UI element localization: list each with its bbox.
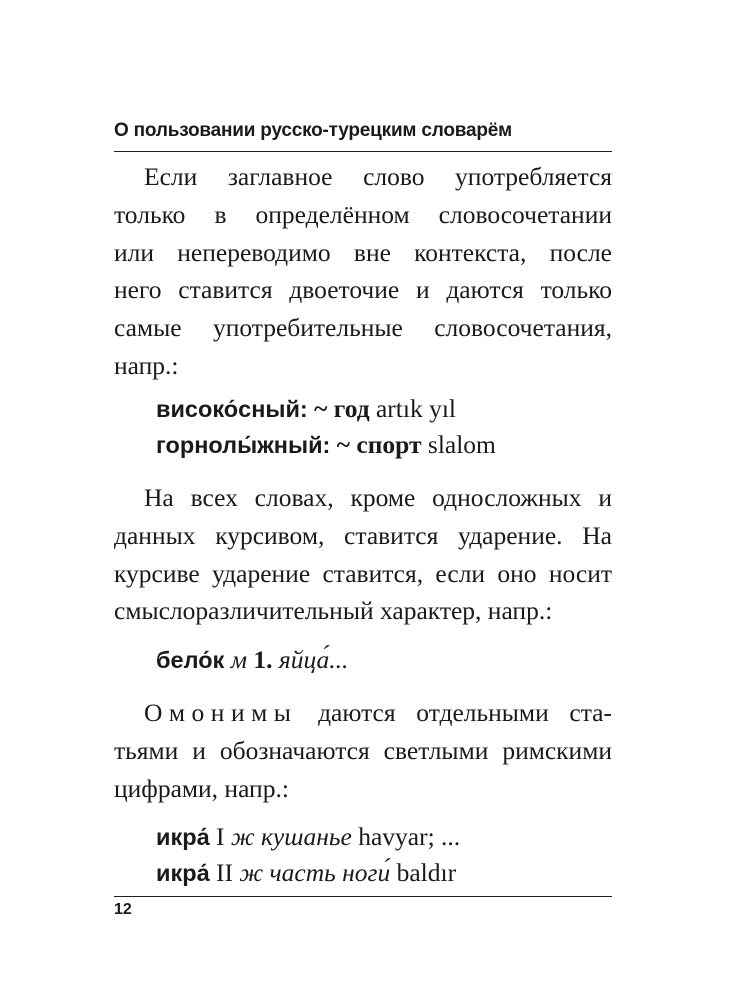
paragraph-line: курсиве ударение ставится, если оно носит xyxy=(114,558,612,588)
paragraph-line: тьями и обозначаются светлыми римскими xyxy=(114,735,612,765)
paragraph-line: Омонимы даются отдельными ста- xyxy=(144,698,612,727)
header-rule xyxy=(114,151,612,152)
headword: високо́сный: xyxy=(156,396,308,422)
grammar-note: ж кушанье xyxy=(230,822,352,851)
gender-label: м xyxy=(230,645,247,674)
paragraph-line: Если заглавное слово употребляется xyxy=(144,162,612,191)
paragraph-line: только в определённом словосочетании xyxy=(114,199,612,229)
sense-number: 1. xyxy=(253,645,273,674)
headword: икра́ xyxy=(156,824,210,850)
example-entry xyxy=(156,394,456,424)
translation: artık yıl xyxy=(375,394,457,423)
paragraph-line: цифрами, напр.: xyxy=(114,773,289,803)
translation: slalom xyxy=(427,430,496,459)
example-entry xyxy=(156,430,496,460)
paragraph-line: данных курсивом, ставится ударение. На xyxy=(114,520,612,550)
spaced-term: Омонимы xyxy=(144,698,298,727)
headword: бело́к xyxy=(156,647,225,673)
paragraph-1 xyxy=(114,158,612,385)
paragraph-line: смыслоразличительный характер, напр.: xyxy=(114,596,553,626)
roman-numeral: II xyxy=(216,858,233,887)
headword: икра́ xyxy=(156,860,210,886)
phrase: ~ год xyxy=(314,394,370,423)
paragraph-line: него ставится двоеточие и даются только xyxy=(114,275,612,305)
gloss: яйца́... xyxy=(278,645,349,674)
paragraph-line: или непереводимо вне контекста, после xyxy=(114,237,612,267)
translation: baldır xyxy=(396,858,457,887)
paragraph-2 xyxy=(114,479,612,630)
grammar-note: ж часть ноги́ xyxy=(239,858,391,887)
footer-rule xyxy=(114,896,612,897)
example-entry xyxy=(156,822,460,852)
example-entry xyxy=(156,645,348,675)
paragraph-line: напр.: xyxy=(114,350,179,380)
paragraph-3 xyxy=(114,694,612,807)
example-entry xyxy=(156,858,456,888)
paragraph-line: На всех словах, кроме односложных и xyxy=(144,483,612,512)
phrase: ~ спорт xyxy=(336,430,422,459)
running-header: О пользовании русско-турецким словарём xyxy=(114,120,512,141)
roman-numeral: I xyxy=(216,822,225,851)
paragraph-line: самые употребительные словосочетания, xyxy=(114,313,612,343)
page-number: 12 xyxy=(114,901,132,918)
translation: havyar; ... xyxy=(358,822,461,851)
headword: горнолы́жный: xyxy=(156,432,331,458)
